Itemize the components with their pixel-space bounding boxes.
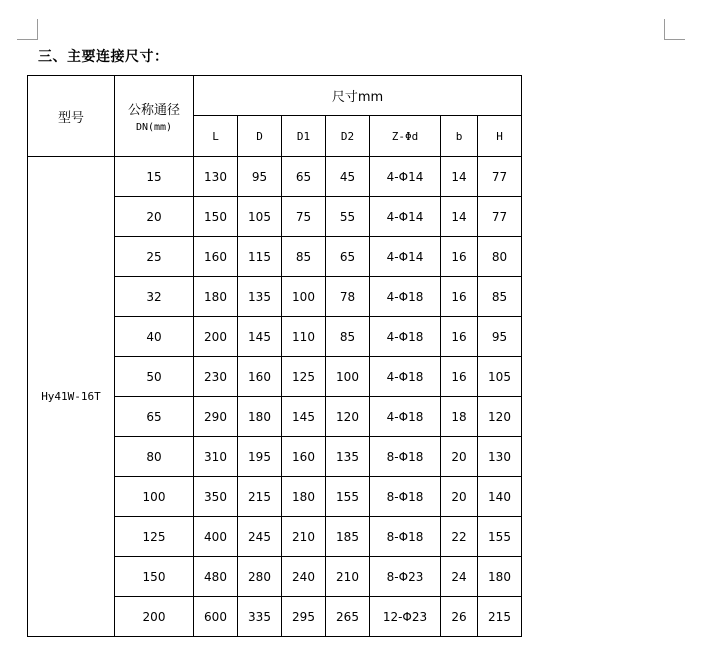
dimension-cell: 55: [326, 197, 370, 237]
dimension-cell: 85: [478, 277, 522, 317]
dimension-cell: 4-Φ18: [370, 317, 441, 357]
dimension-cell: 215: [238, 477, 282, 517]
dimension-cell: 335: [238, 597, 282, 637]
dimension-cell: 4-Φ14: [370, 237, 441, 277]
dn-header-unit: DN(mm): [135, 122, 173, 133]
dimension-cell: 14: [441, 157, 478, 197]
dimension-cell: 145: [238, 317, 282, 357]
dimension-cell: 85: [326, 317, 370, 357]
dimension-cell: 180: [194, 277, 238, 317]
dn-cell: 125: [115, 517, 194, 557]
dimension-cell: 180: [282, 477, 326, 517]
dimension-cell: 100: [326, 357, 370, 397]
dimension-cell: 215: [478, 597, 522, 637]
column-header: Z-Φd: [370, 116, 441, 157]
dimension-cell: 75: [282, 197, 326, 237]
dimension-cell: 16: [441, 277, 478, 317]
dimension-cell: 145: [282, 397, 326, 437]
dimension-cell: 95: [238, 157, 282, 197]
dimension-cell: 125: [282, 357, 326, 397]
column-header: D: [238, 116, 282, 157]
section-heading: 三、主要连接尺寸：: [38, 49, 169, 65]
dimension-cell: 230: [194, 357, 238, 397]
model-header: 型号: [28, 76, 115, 157]
dimension-cell: 130: [194, 157, 238, 197]
dimension-cell: 480: [194, 557, 238, 597]
dimension-cell: 400: [194, 517, 238, 557]
dimension-cell: 160: [194, 237, 238, 277]
dimension-cell: 120: [326, 397, 370, 437]
dimension-cell: 150: [194, 197, 238, 237]
column-header: L: [194, 116, 238, 157]
dimension-cell: 120: [478, 397, 522, 437]
dimension-cell: 20: [441, 477, 478, 517]
dimension-cell: 240: [282, 557, 326, 597]
dimension-cell: 12-Φ23: [370, 597, 441, 637]
dimension-cell: 180: [478, 557, 522, 597]
dn-cell: 200: [115, 597, 194, 637]
dimension-cell: 80: [478, 237, 522, 277]
dimension-cell: 45: [326, 157, 370, 197]
dimension-cell: 16: [441, 237, 478, 277]
dimension-cell: 105: [478, 357, 522, 397]
dimension-cell: 135: [238, 277, 282, 317]
dn-cell: 100: [115, 477, 194, 517]
dimension-cell: 77: [478, 197, 522, 237]
dimension-cell: 295: [282, 597, 326, 637]
dimension-cell: 245: [238, 517, 282, 557]
dimension-cell: 4-Φ14: [370, 157, 441, 197]
dimension-cell: 4-Φ18: [370, 357, 441, 397]
dn-cell: 20: [115, 197, 194, 237]
dimension-cell: 600: [194, 597, 238, 637]
dimension-cell: 8-Φ18: [370, 437, 441, 477]
dimension-cell: 210: [326, 557, 370, 597]
dimension-cell: 26: [441, 597, 478, 637]
size-header: 尺寸mm: [194, 76, 522, 116]
dn-header: [115, 76, 194, 157]
dn-cell: 15: [115, 157, 194, 197]
dn-cell: 40: [115, 317, 194, 357]
dimension-cell: 135: [326, 437, 370, 477]
dimension-cell: 155: [478, 517, 522, 557]
dimension-cell: 4-Φ14: [370, 197, 441, 237]
dn-cell: 50: [115, 357, 194, 397]
dimension-cell: 4-Φ18: [370, 397, 441, 437]
dimension-cell: 180: [238, 397, 282, 437]
dimension-cell: 160: [238, 357, 282, 397]
dimension-cell: 65: [282, 157, 326, 197]
crop-mark-top-left: [17, 19, 38, 40]
crop-mark-top-right: [664, 19, 685, 40]
dimension-cell: 18: [441, 397, 478, 437]
dimension-cell: 110: [282, 317, 326, 357]
dimension-cell: 16: [441, 357, 478, 397]
dimension-cell: 8-Φ18: [370, 517, 441, 557]
column-header: D1: [282, 116, 326, 157]
dimension-cell: 8-Φ23: [370, 557, 441, 597]
dimension-cell: 4-Φ18: [370, 277, 441, 317]
dimension-cell: 65: [326, 237, 370, 277]
dimension-cell: 77: [478, 157, 522, 197]
dimension-cell: 200: [194, 317, 238, 357]
dimension-cell: 8-Φ18: [370, 477, 441, 517]
dimension-cell: 290: [194, 397, 238, 437]
dn-cell: 65: [115, 397, 194, 437]
dn-cell: 32: [115, 277, 194, 317]
dimension-cell: 160: [282, 437, 326, 477]
table-row: [28, 157, 522, 197]
dn-cell: 80: [115, 437, 194, 477]
dimension-cell: 16: [441, 317, 478, 357]
dimension-cell: 280: [238, 557, 282, 597]
dimension-cell: 20: [441, 437, 478, 477]
dimension-cell: 310: [194, 437, 238, 477]
dimension-cell: 350: [194, 477, 238, 517]
dn-cell: 150: [115, 557, 194, 597]
dimension-cell: 185: [326, 517, 370, 557]
connection-dimensions-table: [27, 75, 522, 637]
dimension-cell: 195: [238, 437, 282, 477]
dimension-cell: 95: [478, 317, 522, 357]
column-header: b: [441, 116, 478, 157]
model-cell: Hy41W-16T: [28, 157, 115, 637]
dn-header-label: 公称通径: [127, 103, 180, 118]
dimension-cell: 14: [441, 197, 478, 237]
dimension-cell: 78: [326, 277, 370, 317]
dimension-cell: 85: [282, 237, 326, 277]
dimension-cell: 140: [478, 477, 522, 517]
dn-cell: 25: [115, 237, 194, 277]
dimension-cell: 265: [326, 597, 370, 637]
dimension-cell: 22: [441, 517, 478, 557]
dimension-cell: 24: [441, 557, 478, 597]
dimension-cell: 105: [238, 197, 282, 237]
column-header: H: [478, 116, 522, 157]
dimension-cell: 100: [282, 277, 326, 317]
dimension-cell: 130: [478, 437, 522, 477]
dimension-cell: 155: [326, 477, 370, 517]
column-header: D2: [326, 116, 370, 157]
dimension-cell: 210: [282, 517, 326, 557]
dimension-cell: 115: [238, 237, 282, 277]
